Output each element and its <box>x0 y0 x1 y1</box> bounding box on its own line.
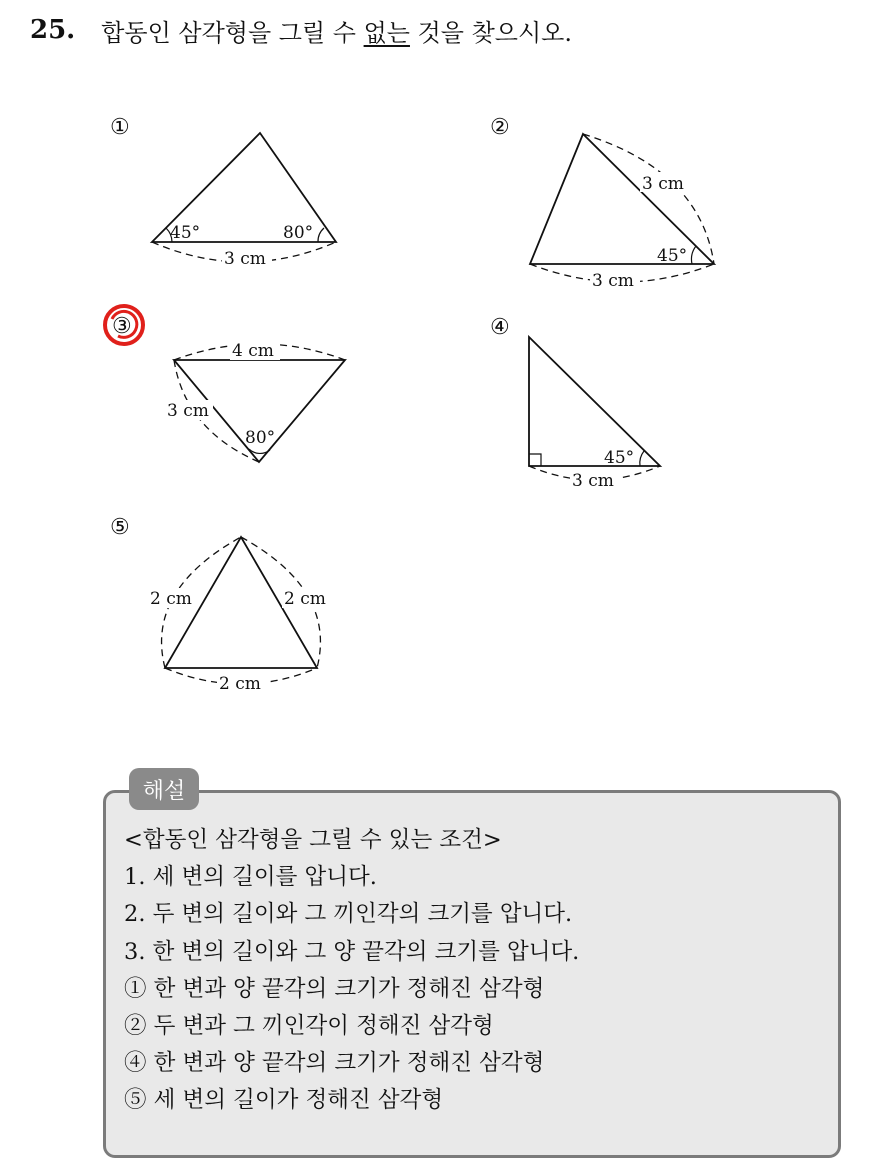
option-1-marker: ① <box>110 115 130 140</box>
question-number: 25. <box>30 15 76 45</box>
label-1-angle-right: 80° <box>283 223 314 243</box>
solution-line: 1. 세 변의 길이를 압니다. <box>124 864 377 891</box>
solution-tab: 해설 <box>129 768 199 810</box>
solution-line: ① 한 변과 양 끝각의 크기가 정해진 삼각형 <box>124 975 545 1002</box>
label-4-angle: 45° <box>604 448 635 468</box>
question-text-before: 합동인 삼각형을 그릴 수 <box>101 18 364 47</box>
label-2-right-side: 3 cm <box>642 174 684 194</box>
label-2-angle: 45° <box>657 246 688 266</box>
label-3-angle: 80° <box>245 428 276 448</box>
label-2-bottom: 3 cm <box>592 271 634 291</box>
solution-line: ② 두 변과 그 끼인각이 정해진 삼각형 <box>124 1013 494 1040</box>
solution-line: <합동인 삼각형을 그릴 수 있는 조건> <box>124 827 502 853</box>
label-5-bottom: 2 cm <box>219 674 261 694</box>
option-5-marker: ⑤ <box>110 515 130 540</box>
question-text-after: 것을 찾으시오. <box>409 18 572 47</box>
label-1-angle-left: 45° <box>170 223 201 243</box>
label-4-bottom: 3 cm <box>572 471 614 491</box>
option-3-marker: ③ <box>112 314 132 339</box>
label-5-right-side: 2 cm <box>284 589 326 609</box>
question-text-underlined: 없는 <box>363 18 410 47</box>
solution-line: ⑤ 세 변의 길이가 정해진 삼각형 <box>124 1087 444 1114</box>
option-2-marker: ② <box>490 115 510 140</box>
label-1-bottom: 3 cm <box>224 249 266 269</box>
label-5-left-side: 2 cm <box>150 589 192 609</box>
solution-line: 3. 한 변의 길이와 그 양 끝각의 크기를 압니다. <box>124 938 580 965</box>
solution-lines <box>124 822 579 1120</box>
solution-line: ④ 한 변과 양 끝각의 크기가 정해진 삼각형 <box>124 1050 545 1077</box>
option-4-marker: ④ <box>490 315 510 340</box>
label-3-left-side: 3 cm <box>167 401 209 421</box>
solution-line: 2. 두 변의 길이와 그 끼인각의 크기를 압니다. <box>124 901 573 928</box>
label-3-top: 4 cm <box>232 341 274 361</box>
